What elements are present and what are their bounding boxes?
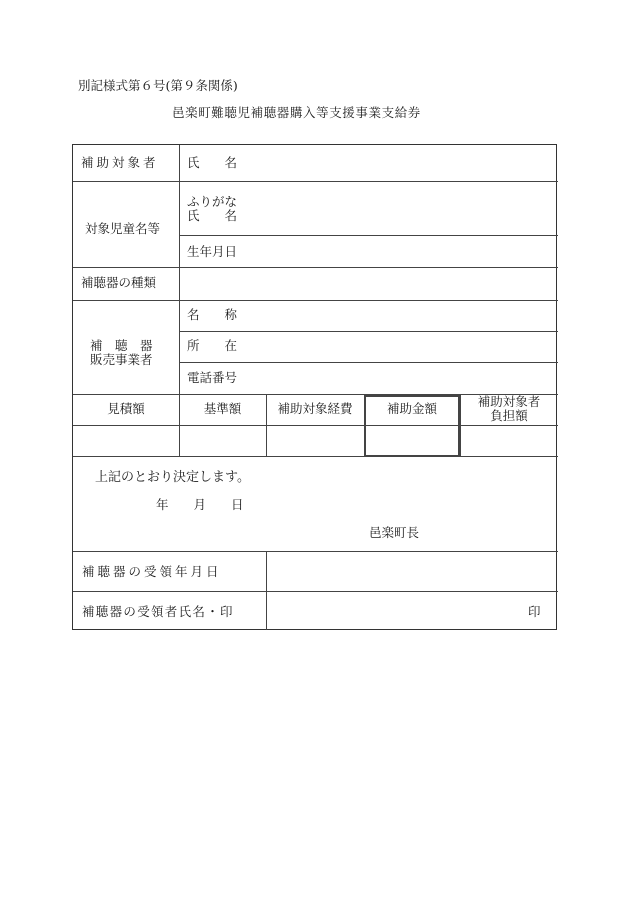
form-reference: 別記様式第６号(第９条関係) [78,78,238,93]
beneficiary-label: 補助対象者 [81,155,159,170]
vendor-label-line1: 補 聴 器 [90,338,153,353]
receipt-signature-label: 補聴器の受領者氏名・印 [82,604,234,619]
device-type-label: 補聴器の種類 [81,275,157,290]
vendor-label-line2: 販売事業者 [90,352,153,367]
seal-mark: 印 [528,604,541,619]
voucher-form [72,144,557,630]
decision-date: 年 月 日 [156,497,244,512]
vendor-phone-label: 電話番号 [187,370,238,385]
birthdate-label: 生年月日 [187,244,238,259]
standard-amount-header: 基準額 [203,401,242,416]
vendor-name-label: 名 称 [187,307,238,322]
document-title: 邑楽町難聴児補聴器購入等支援事業支給券 [172,105,421,120]
child-name-label: 氏 名 [187,208,238,223]
subsidy-amount-header: 補助金額 [386,401,437,416]
vendor-address-label: 所 在 [187,338,238,353]
decision-text: 上記のとおり決定します。 [95,470,250,485]
self-burden-header-line2: 負担額 [490,408,528,423]
receipt-date-label: 補聴器の受領年月日 [82,564,222,579]
issuer: 邑楽町長 [369,525,420,540]
self-burden-header-line1: 補助対象者 [477,394,541,409]
furigana-label: ふりがな [187,194,238,209]
name-label: 氏 名 [187,155,238,170]
child-label: 対象児童名等 [85,221,161,236]
estimate-header: 見積額 [107,401,145,416]
eligible-cost-header: 補助対象経費 [277,401,353,416]
